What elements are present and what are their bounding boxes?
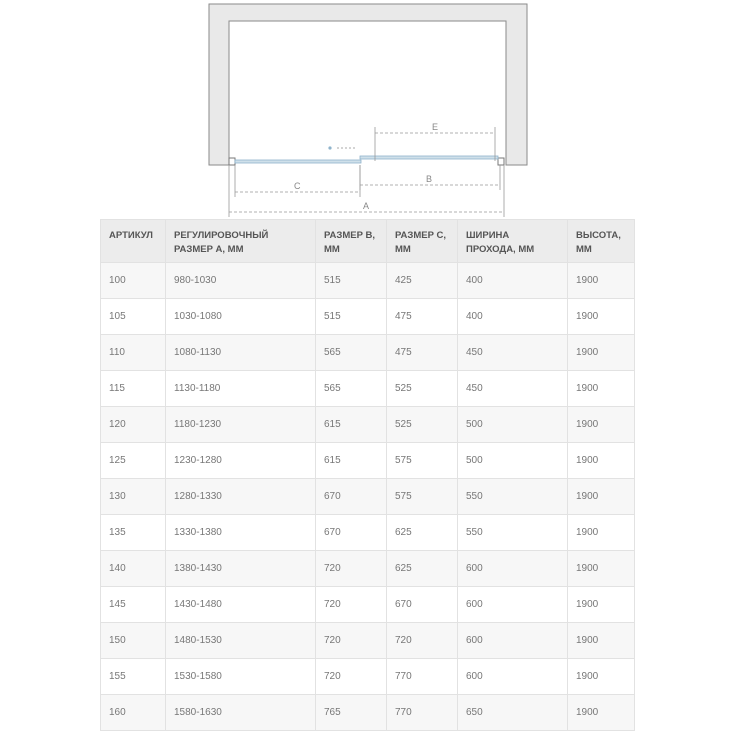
cell-article: 130	[101, 479, 166, 515]
table-row	[101, 335, 635, 371]
cell-article: 145	[101, 587, 166, 623]
cell-size-a: 1280-1330	[166, 479, 316, 515]
cell-article: 155	[101, 659, 166, 695]
cell-size-c: 770	[387, 695, 458, 731]
cell-size-c: 575	[387, 479, 458, 515]
cell-size-a: 1230-1280	[166, 443, 316, 479]
cell-passage: 500	[458, 407, 568, 443]
cell-article: 100	[101, 263, 166, 299]
table-row	[101, 443, 635, 479]
cell-size-c: 720	[387, 623, 458, 659]
table-row	[101, 263, 635, 299]
cell-height: 1900	[568, 371, 635, 407]
cell-size-b: 515	[316, 299, 387, 335]
cell-size-c: 425	[387, 263, 458, 299]
cell-size-c: 575	[387, 443, 458, 479]
cell-passage: 600	[458, 659, 568, 695]
cell-article: 135	[101, 515, 166, 551]
cell-height: 1900	[568, 299, 635, 335]
cell-height: 1900	[568, 623, 635, 659]
cell-size-c: 475	[387, 335, 458, 371]
cell-height: 1900	[568, 695, 635, 731]
cell-size-b: 720	[316, 623, 387, 659]
cell-height: 1900	[568, 335, 635, 371]
right-profile	[498, 158, 504, 165]
fixed-glass-panel	[360, 156, 498, 159]
cell-passage: 650	[458, 695, 568, 731]
handle-dot	[328, 146, 331, 149]
cell-size-a: 1330-1380	[166, 515, 316, 551]
cell-size-b: 615	[316, 407, 387, 443]
cell-size-b: 515	[316, 263, 387, 299]
table-row	[101, 659, 635, 695]
cell-size-b: 615	[316, 443, 387, 479]
table-row	[101, 587, 635, 623]
cell-size-c: 670	[387, 587, 458, 623]
cell-height: 1900	[568, 515, 635, 551]
cell-passage: 550	[458, 515, 568, 551]
header-passage-width: ШИРИНА ПРОХОДА, ММ	[458, 220, 568, 263]
sliding-glass-panel	[235, 160, 361, 163]
cell-article: 140	[101, 551, 166, 587]
cell-size-a: 1130-1180	[166, 371, 316, 407]
cell-size-b: 765	[316, 695, 387, 731]
left-profile	[229, 158, 235, 165]
table-header-row	[101, 220, 635, 263]
table-row	[101, 623, 635, 659]
cell-size-a: 1480-1530	[166, 623, 316, 659]
table-row	[101, 371, 635, 407]
label-e: E	[432, 122, 439, 132]
cell-size-c: 770	[387, 659, 458, 695]
label-a: A	[363, 201, 370, 211]
cell-height: 1900	[568, 551, 635, 587]
cell-size-b: 670	[316, 479, 387, 515]
cell-size-b: 670	[316, 515, 387, 551]
cell-size-b: 720	[316, 659, 387, 695]
cell-passage: 450	[458, 335, 568, 371]
cell-size-b: 720	[316, 587, 387, 623]
cell-size-a: 1180-1230	[166, 407, 316, 443]
cell-passage: 450	[458, 371, 568, 407]
table-row	[101, 551, 635, 587]
cell-passage: 500	[458, 443, 568, 479]
cell-size-c: 625	[387, 515, 458, 551]
cell-passage: 400	[458, 263, 568, 299]
cell-size-c: 625	[387, 551, 458, 587]
table-row	[101, 299, 635, 335]
cell-size-b: 720	[316, 551, 387, 587]
table-row	[101, 695, 635, 731]
cell-size-a: 1030-1080	[166, 299, 316, 335]
label-b: B	[426, 174, 433, 184]
cell-size-a: 1580-1630	[166, 695, 316, 731]
table-row	[101, 515, 635, 551]
header-size-b: РАЗМЕР B, ММ	[316, 220, 387, 263]
table-row	[101, 407, 635, 443]
wall-outline	[209, 4, 527, 165]
cell-size-c: 525	[387, 407, 458, 443]
cell-passage: 550	[458, 479, 568, 515]
header-article: АРТИКУЛ	[101, 220, 166, 263]
header-adjust-size-a: РЕГУЛИРОВОЧНЫЙ РАЗМЕР А, ММ	[166, 220, 316, 263]
cell-height: 1900	[568, 479, 635, 515]
cell-height: 1900	[568, 659, 635, 695]
cell-size-c: 525	[387, 371, 458, 407]
shower-door-diagram	[0, 0, 734, 219]
cell-article: 120	[101, 407, 166, 443]
cell-height: 1900	[568, 263, 635, 299]
cell-article: 125	[101, 443, 166, 479]
cell-height: 1900	[568, 587, 635, 623]
cell-size-c: 475	[387, 299, 458, 335]
cell-passage: 600	[458, 551, 568, 587]
cell-size-a: 980-1030	[166, 263, 316, 299]
cell-passage: 600	[458, 587, 568, 623]
cell-article: 160	[101, 695, 166, 731]
cell-size-a: 1530-1580	[166, 659, 316, 695]
cell-size-a: 1380-1430	[166, 551, 316, 587]
cell-height: 1900	[568, 407, 635, 443]
cell-article: 150	[101, 623, 166, 659]
header-size-c: РАЗМЕР С, ММ	[387, 220, 458, 263]
cell-size-a: 1080-1130	[166, 335, 316, 371]
cell-size-b: 565	[316, 371, 387, 407]
header-height: ВЫСОТА, ММ	[568, 220, 635, 263]
cell-size-a: 1430-1480	[166, 587, 316, 623]
table-row	[101, 479, 635, 515]
cell-size-b: 565	[316, 335, 387, 371]
cell-passage: 600	[458, 623, 568, 659]
cell-article: 110	[101, 335, 166, 371]
cell-article: 105	[101, 299, 166, 335]
cell-passage: 400	[458, 299, 568, 335]
cell-height: 1900	[568, 443, 635, 479]
spec-table	[100, 219, 635, 731]
label-c: C	[294, 181, 301, 191]
cell-article: 115	[101, 371, 166, 407]
